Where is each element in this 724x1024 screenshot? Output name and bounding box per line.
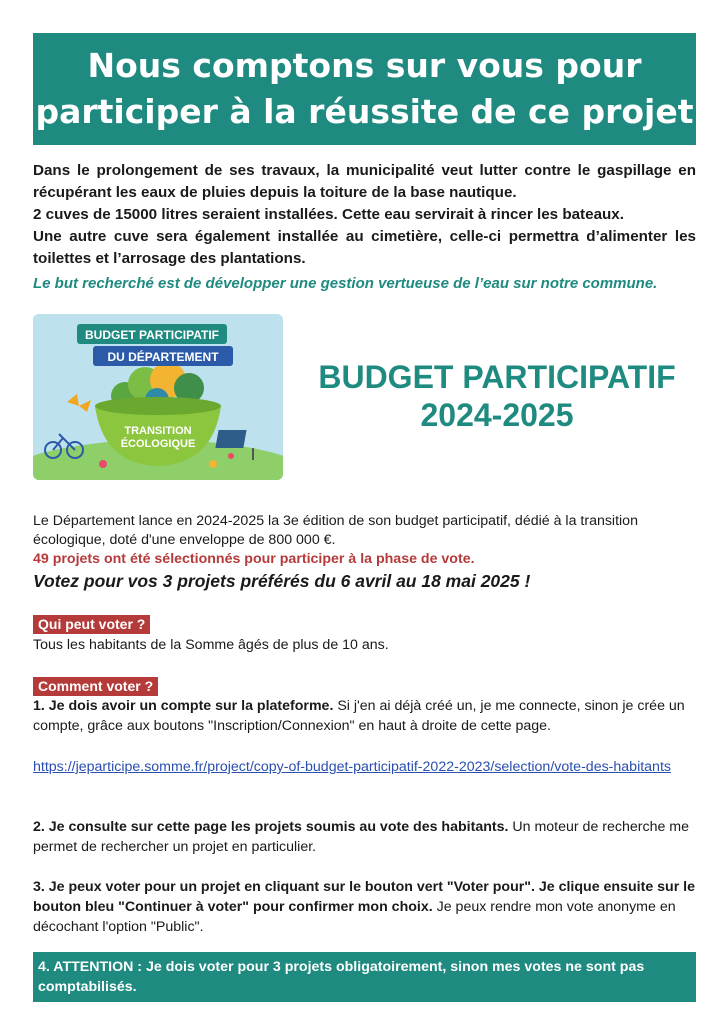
how-label: Comment voter ?: [33, 677, 158, 696]
budget-title-line-2: 2024-2025: [420, 397, 574, 433]
step-1: [33, 696, 696, 736]
intro-paragraph-2: 2 cuves de 15000 litres seraient installées. Cette eau servirait à rincer les bateaux.: [33, 206, 624, 223]
description: [33, 512, 696, 569]
step-2-bold: 2. Je consulte sur cette page les projets soumis au vote des habitants.: [33, 819, 509, 835]
selected-projects-text: 49 projets ont été sélectionnés pour participer à la phase de vote.: [33, 551, 475, 567]
illustration-graphic: [33, 314, 283, 480]
bowl-line-1: TRANSITION: [124, 425, 192, 437]
step-2-rest: Un moteur de recherche me permet de rechercher un projet en particulier.: [33, 819, 690, 855]
step-3-bold: 3. Je peux voter pour un projet en cliquant sur le bouton vert "Voter pour". Je clique ensuite sur le bouton bleu "Continuer à voter" pour confirmer mon choix.: [33, 879, 695, 915]
who-label: Qui peut voter ?: [33, 615, 150, 634]
who-text: Tous les habitants de la Somme âgés de plus de 10 ans.: [33, 637, 389, 653]
step-1-rest: Si j'en ai déjà créé un, je me connecte, sinon je crée un compte, grâce aux boutons "Inscription/Connexion" en haut à droite de cette page.: [33, 698, 685, 734]
step-3-rest: Je peux rendre mon vote anonyme en décochant l'option "Public".: [33, 899, 676, 935]
step-3: [33, 877, 696, 937]
intro-text: [33, 160, 696, 270]
header-banner: [33, 33, 696, 145]
solar-panel-icon: [215, 430, 246, 448]
ribbon-line-2: DU DÉPARTEMENT: [107, 350, 219, 364]
budget-title-line-1: BUDGET PARTICIPATIF: [318, 359, 676, 395]
vote-dates: Votez pour vos 3 projets préférés du 6 avril au 18 mai 2025 !: [33, 571, 531, 591]
banner-line-1: Nous comptons sur vous pour: [87, 46, 642, 85]
budget-illustration: [33, 314, 283, 480]
ribbon-line-1: BUDGET PARTICIPATIF: [85, 328, 219, 342]
vote-link-block: [33, 757, 696, 777]
vote-link[interactable]: https://jeparticipe.somme.fr/project/copy-of-budget-participatif-2022-2023/selection/vote-des-habitants: [33, 759, 671, 775]
description-text: Le Département lance en 2024-2025 la 3e édition de son budget participatif, dédié à la transition écologique, doté d'une enveloppe de 800 000 €.: [33, 513, 638, 548]
intro-paragraph-3: Une autre cuve sera également installée au cimetière, celle-ci permettra d’alimenter les toilettes et l’arrosage des plantations.: [33, 228, 696, 267]
step-2: [33, 817, 696, 857]
attention-footer: 4. ATTENTION : Je dois voter pour 3 projets obligatoirement, sinon mes votes ne sont pas comptabilisés.: [33, 952, 696, 1002]
step-1-bold: 1. Je dois avoir un compte sur la plateforme.: [33, 698, 334, 714]
budget-title: [296, 358, 698, 434]
goal-statement: Le but recherché est de développer une gestion vertueuse de l’eau sur notre commune.: [33, 275, 658, 292]
banner-line-2: participer à la réussite de ce projet: [35, 92, 694, 131]
bowl-line-2: ÉCOLOGIQUE: [120, 438, 196, 450]
intro-paragraph-1: Dans le prolongement de ses travaux, la municipalité veut lutter contre le gaspillage en récupérant les eaux de pluies depuis la toiture de la base nautique.: [33, 162, 696, 201]
